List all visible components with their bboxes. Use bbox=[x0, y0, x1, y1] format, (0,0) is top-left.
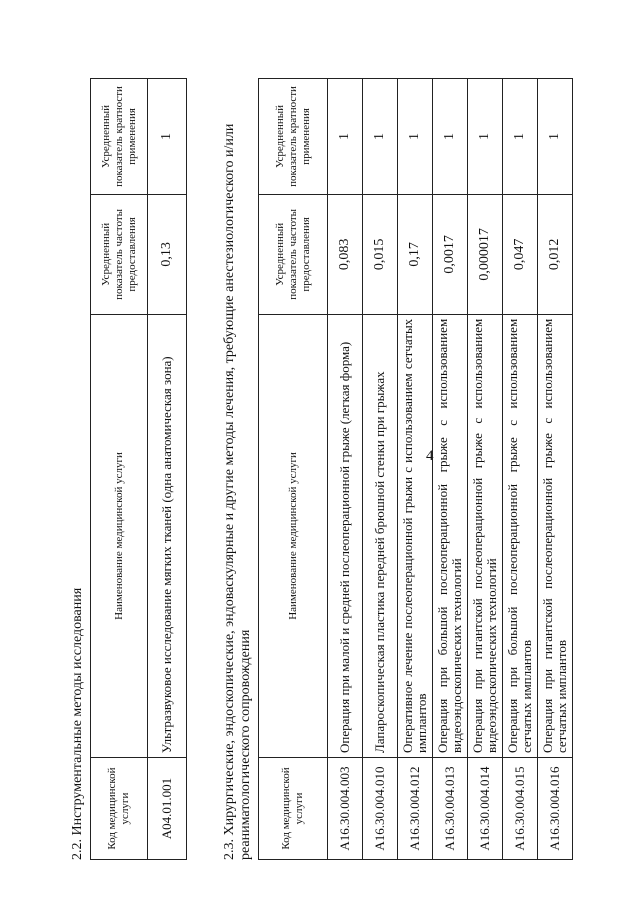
header-frequency: Усредненный показатель частоты предоставления bbox=[91, 194, 148, 314]
service-code: A16.30.004.015 bbox=[503, 758, 538, 860]
page-number: 4 bbox=[426, 448, 434, 464]
frequency-value: 0,012 bbox=[538, 194, 573, 314]
header-code: Код медицинской услуги bbox=[259, 758, 328, 860]
header-name: Наименование медицинской услуги bbox=[91, 314, 148, 757]
table-row bbox=[503, 79, 538, 860]
multiplicity-value: 1 bbox=[538, 79, 573, 195]
service-code: A16.30.004.016 bbox=[538, 758, 573, 860]
service-name: Ультразвуковое исследование мягких тканей (одна анатомическая зона) bbox=[148, 314, 187, 757]
frequency-value: 0,015 bbox=[363, 194, 398, 314]
header-frequency: Усредненный показатель частоты предоставления bbox=[259, 194, 328, 314]
section-2-3-title: 2.3. Хирургические, эндоскопические, эндоваскулярные и другие методы лечения, требующие анестезиологического и/или реаниматологического сопровождения bbox=[222, 123, 253, 860]
frequency-value: 0,0017 bbox=[433, 194, 468, 314]
table-row bbox=[363, 79, 398, 860]
frequency-value: 0,083 bbox=[328, 194, 363, 314]
multiplicity-value: 1 bbox=[363, 79, 398, 195]
table-header-row bbox=[91, 79, 148, 860]
service-name: Лапароскопическая пластика передней брюшной стенки при грыжах bbox=[363, 314, 398, 757]
table-row bbox=[148, 79, 187, 860]
frequency-value: 0,17 bbox=[398, 194, 433, 314]
table-row bbox=[398, 79, 433, 860]
multiplicity-value: 1 bbox=[328, 79, 363, 195]
frequency-value: 0,047 bbox=[503, 194, 538, 314]
multiplicity-value: 1 bbox=[398, 79, 433, 195]
service-code: A16.30.004.014 bbox=[468, 758, 503, 860]
multiplicity-value: 1 bbox=[433, 79, 468, 195]
table-row bbox=[538, 79, 573, 860]
header-multiplicity: Усредненный показатель кратности применения bbox=[91, 79, 148, 195]
surgical-methods-table bbox=[258, 78, 573, 860]
service-code: A16.30.004.010 bbox=[363, 758, 398, 860]
service-code: A16.30.004.003 bbox=[328, 758, 363, 860]
service-name: Операция при гигантской послеоперационной грыже с использованием видеоэндоскопических технологий bbox=[468, 314, 503, 757]
table-row bbox=[433, 79, 468, 860]
multiplicity-value: 1 bbox=[148, 79, 187, 195]
frequency-value: 0,000017 bbox=[468, 194, 503, 314]
service-name: Операция при гигантской послеоперационной грыже с использованием сетчатых имплантов bbox=[538, 314, 573, 757]
header-name: Наименование медицинской услуги bbox=[259, 314, 328, 757]
service-code: A16.30.004.013 bbox=[433, 758, 468, 860]
instrumental-methods-table bbox=[90, 78, 187, 860]
table-row bbox=[468, 79, 503, 860]
rotated-content bbox=[70, 60, 590, 860]
service-name: Операция при малой и средней послеоперационной грыже (легкая форма) bbox=[328, 314, 363, 757]
section-2-2-title: 2.2. Инструментальные методы исследования bbox=[70, 587, 85, 860]
service-name: Операция при большой послеоперационной грыже с использованием сетчатых имплантов bbox=[503, 314, 538, 757]
service-code: A04.01.001 bbox=[148, 758, 187, 860]
header-multiplicity: Усредненный показатель кратности применения bbox=[259, 79, 328, 195]
header-code: Код медицинской услуги bbox=[91, 758, 148, 860]
service-name: Оперативное лечение послеоперационной грыжи с использованием сетчатых имплантов bbox=[398, 314, 433, 757]
frequency-value: 0,13 bbox=[148, 194, 187, 314]
service-code: A16.30.004.012 bbox=[398, 758, 433, 860]
table-header-row bbox=[259, 79, 328, 860]
service-name: Операция при большой послеоперационной грыже с использованием видеоэндоскопических технологий bbox=[433, 314, 468, 757]
multiplicity-value: 1 bbox=[468, 79, 503, 195]
multiplicity-value: 1 bbox=[503, 79, 538, 195]
table-row bbox=[328, 79, 363, 860]
